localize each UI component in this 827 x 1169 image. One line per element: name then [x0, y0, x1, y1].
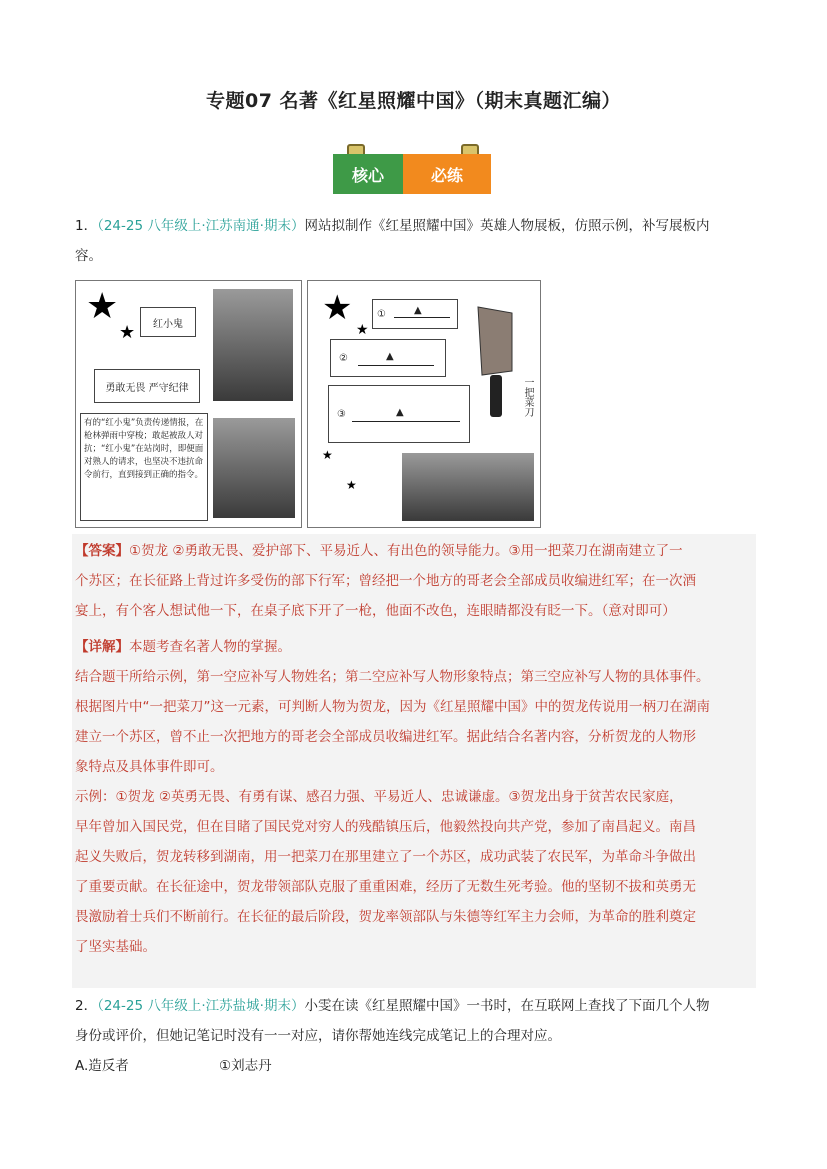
question-source: （24-25 八年级上·江苏南通·期末） — [97, 218, 305, 234]
marker-triangle: ▲ — [386, 351, 394, 362]
detail-text: 了坚实基础。 — [75, 939, 156, 955]
salute-photo — [402, 453, 534, 521]
question-stem-cont: 容。 — [75, 248, 102, 264]
answer-text: ①贺龙 ②勇敢无畏、爱护部下、平易近人、有出色的领导能力。③用一把菜刀在湖南建立了一 — [129, 543, 683, 559]
question-stem: 网站拟制作《红星照耀中国》英雄人物展板，仿照示例，补写展板内 — [304, 218, 710, 234]
option-1: ①刘志丹 — [219, 1058, 272, 1074]
answer — [75, 536, 755, 626]
group-photo — [213, 418, 295, 518]
name-box: 红小鬼 — [140, 307, 196, 337]
detail-text: 了重要贡献。在长征途中，贺龙带领部队克服了重重困难，经历了无数生死考验。他的坚韧不拔和英勇无 — [75, 879, 696, 895]
detail-text: 畏激励着士兵们不断前行。在长征的最后阶段，贺龙率领部队与朱德等红军主力会师，为革命的胜利奠定 — [75, 909, 696, 925]
star-icon: ★ — [356, 322, 369, 338]
detail-text: 本题考查名著人物的掌握。 — [129, 639, 291, 655]
portrait-photo — [213, 289, 293, 401]
cleaver-icon — [472, 303, 516, 421]
blank-line — [394, 317, 450, 318]
story-box: 有的“红小鬼”负责传递情报，在枪林弹雨中穿梭；敢起被敌人对抗；“红小鬼”在站岗时，即便面对熟人的请求，也坚决不违抗命令前行，直到接到正确的指令。 — [80, 413, 208, 521]
figure-left-panel — [75, 280, 302, 528]
detail — [75, 632, 755, 962]
detail-text: 早年曾加入国民党，但在目睹了国民党对穷人的残酷镇压后，他毅然投向共产党，参加了南昌起义。南昌 — [75, 819, 696, 835]
question-stem-cont: 身份或评价，但她记笔记时没有一一对应，请你帮她连线完成笔记上的合理对应。 — [75, 1028, 561, 1044]
answer-text: 个苏区；在长征路上背过许多受伤的部下行军；曾经把一个地方的哥老会全部成员收编进红军；在一次酒 — [75, 573, 696, 589]
detail-text: 结合题干所给示例，第一空应补写人物姓名；第二空应补写人物形象特点；第三空应补写人物的具体事件。 — [75, 669, 710, 685]
star-icon: ★ — [346, 478, 357, 492]
question-number: 1． — [75, 218, 98, 234]
badge-right: 必练 — [403, 154, 491, 194]
trait-box: 勇敢无畏 严守纪律 — [94, 369, 200, 403]
knife-label: 一把菜刀 — [522, 377, 533, 417]
section-badge — [333, 144, 493, 196]
star-icon: ★ — [86, 286, 119, 327]
answer-text: 宴上，有个客人想试他一下，在桌子底下开了一枪，他面不改色，连眼睛都没有眨一下。（意对即可） — [75, 603, 676, 619]
question-number: 2． — [75, 998, 98, 1014]
question-source: （24-25 八年级上·江苏盐城·期末） — [97, 998, 305, 1014]
detail-text: 示例：①贺龙 ②英勇无畏、有勇有谋、感召力强、平易近人、忠诚谦虚。③贺龙出身于贫苦农民家庭， — [75, 789, 683, 805]
star-icon: ★ — [119, 322, 136, 343]
option-a: A.造反者 — [75, 1058, 129, 1074]
question-1 — [75, 211, 755, 271]
detail-text: 象特点及具体事件即可。 — [75, 759, 224, 775]
detail-text: 根据图片中“一把菜刀”这一元素，可判断人物为贺龙，因为《红星照耀中国》中的贺龙传说用一柄刀在湖南 — [75, 699, 710, 715]
question-stem: 小雯在读《红星照耀中国》一书时，在互联网上查找了下面几个人物 — [304, 998, 710, 1014]
blank-line — [352, 421, 460, 422]
figure-right-panel — [307, 280, 541, 528]
marker-triangle: ▲ — [396, 407, 404, 418]
detail-text: 起义失败后，贺龙转移到湖南，用一把菜刀在那里建立了一个苏区，成功武装了农民军，为革命斗争做出 — [75, 849, 696, 865]
marker-triangle: ▲ — [414, 305, 422, 316]
star-icon: ★ — [322, 448, 333, 462]
blank-number: ② — [339, 352, 348, 364]
answer-label: 【答案】 — [75, 543, 129, 559]
detail-label: 【详解】 — [75, 639, 129, 655]
question-2 — [75, 991, 755, 1081]
page-title: 专题07 名著《红星照耀中国》（期末真题汇编） — [205, 90, 622, 112]
badge-left: 核心 — [333, 154, 403, 194]
star-icon: ★ — [322, 288, 353, 328]
blank-line — [358, 365, 434, 366]
blank-number: ③ — [337, 408, 346, 420]
blank-number: ① — [377, 308, 386, 320]
detail-text: 建立一个苏区，曾不止一次把地方的哥老会全部成员收编进红军。据此结合名著内容，分析贺龙的人物形 — [75, 729, 696, 745]
